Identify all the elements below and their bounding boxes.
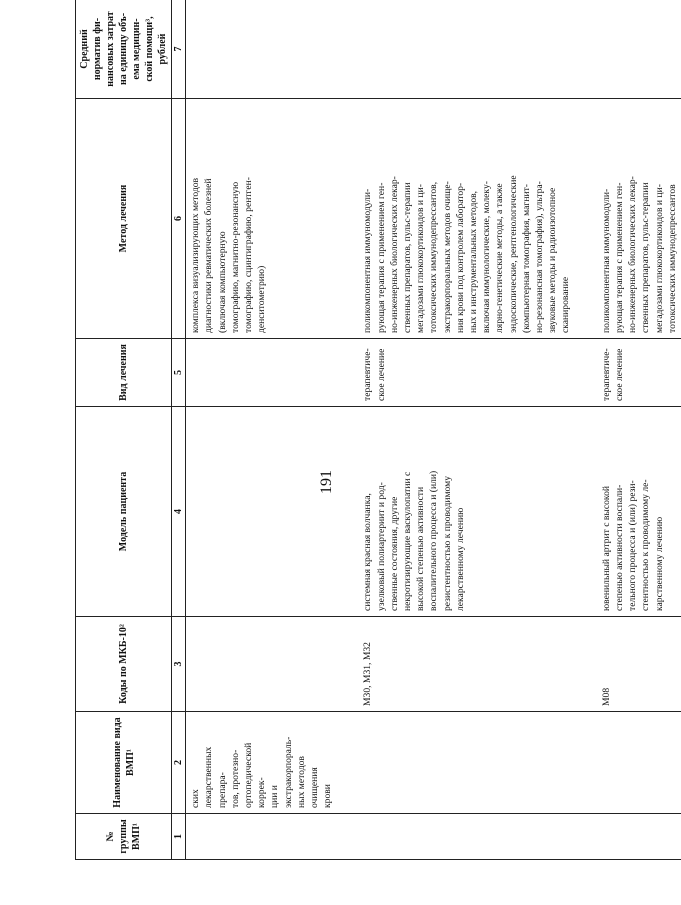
treatment-table — [75, 0, 681, 860]
header-icd-codes: Коды по МКБ-10² — [76, 617, 172, 712]
header-average-cost: Средний норматив фи- нансовых затрат на единицу объ- ема медицин- ской помощи³, рублей — [76, 0, 172, 99]
column-number: 2 — [172, 712, 186, 814]
row-spacer — [336, 0, 358, 860]
cell-group — [186, 814, 337, 860]
header-group-number: № группы ВМП¹ — [76, 814, 172, 860]
column-number: 6 — [172, 99, 186, 339]
table-row — [597, 0, 681, 860]
cell-group — [358, 814, 574, 860]
cell-treatment-type: терапевтиче- ское лечение — [597, 339, 681, 407]
column-number-row — [172, 0, 186, 860]
cell-icd-code: М30, М31, М32 — [358, 617, 574, 712]
table-row — [358, 0, 574, 860]
header-treatment-type: Вид лечения — [76, 339, 172, 407]
rotated-table-container — [75, 0, 678, 860]
cell-average-cost — [597, 0, 681, 99]
cell-treatment-type — [186, 339, 337, 407]
header-vmp-name: Наименование вида ВМП¹ — [76, 712, 172, 814]
header-patient-model: Модель пациента — [76, 407, 172, 617]
column-number: 7 — [172, 0, 186, 99]
page-number: 191 — [318, 470, 335, 494]
column-number: 1 — [172, 814, 186, 860]
cell-treatment-method: поликомпонентная иммуномодули- рующая терапия с применением ген- но-инженерных биологических лекар- ственных препаратов, пульс-терапии мегадозами глюкокортикоидов и ци- тотоксических иммунодепрессантов — [597, 99, 681, 339]
cell-patient-model — [186, 407, 337, 617]
cell-treatment-method: комплекса визуализирующих методов диагностики ревматических болезней (включая компьютерную томографию, магнитно-резонансную томографию, сцинтиграфию, рентген- денситометрию) — [186, 99, 337, 339]
cell-treatment-type: терапевтиче- ское лечение — [358, 339, 574, 407]
cell-average-cost — [186, 0, 337, 99]
cell-vmp-name: ских лекарственных препара- тов, протезно- ортопедической коррек- ции и экстракорпораль- ных методов очищения крови — [186, 712, 337, 814]
header-treatment-method: Метод лечения — [76, 99, 172, 339]
cell-icd-code: М08 — [597, 617, 681, 712]
cell-patient-model: ювенильный артрит с высокой степенью активности воспали- тельного процесса и (или) рези- стентностью к проводимому ле- карственному лечению — [597, 407, 681, 617]
column-number: 4 — [172, 407, 186, 617]
cell-treatment-method: поликомпонентная иммуномодули- рующая терапия с применением ген- но-инженерных биологических лекар- ственных препаратов, пульс-терапии мегадозами глюкокортикоидов и ци- тотоксических иммунодепрессантов, экстракорпоральных методов очище- ния крови под контролем лаборатор- ных и инструментальных методов, включая иммунологические, молеку- лярно-генетические методы, а также эндоскопические, рентгенологические (компьютерная томография, магнит- но-резонансная томография), ультра- звуковые методы и радиоизотопное сканирование — [358, 99, 574, 339]
cell-icd-code — [186, 617, 337, 712]
column-number: 5 — [172, 339, 186, 407]
cell-vmp-name — [358, 712, 574, 814]
column-number: 3 — [172, 617, 186, 712]
cell-patient-model: системная красная волчанка, узелковый полиартериит и род- ственные состояния, другие некротизирующие васкулопатии с высокой степенью активности воспалительного процесса и (или) резистентностью к проводимому лекарственному лечению — [358, 407, 574, 617]
table-header-row — [76, 0, 172, 860]
table-row — [186, 0, 337, 860]
cell-vmp-name — [597, 712, 681, 814]
cell-group — [597, 814, 681, 860]
cell-average-cost — [358, 0, 574, 99]
row-spacer — [575, 0, 597, 860]
